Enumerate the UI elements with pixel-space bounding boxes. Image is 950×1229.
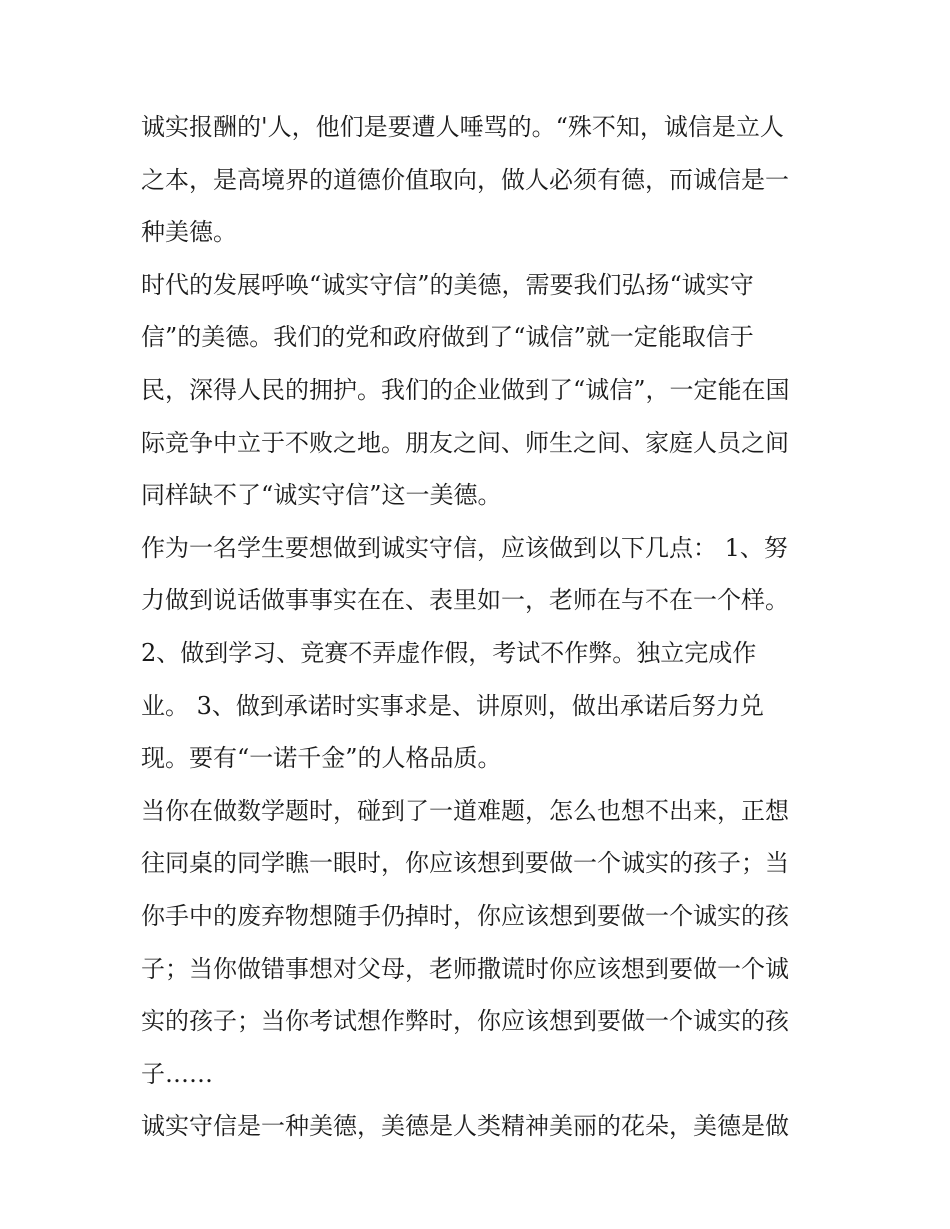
text-line: 实的孩子；当你考试想作弊时，你应该想到要做一个诚实的孩: [141, 1007, 789, 1036]
text-line: 时代的发展呼唤“诚实守信”的美德，需要我们弘扬“诚实守: [141, 270, 754, 299]
text-line: 往同桌的同学瞧一眼时，你应该想到要做一个诚实的孩子；当: [141, 849, 789, 878]
text-line: 民，深得人民的拥护。我们的企业做到了“诚信”，一定能在国: [141, 375, 790, 404]
text-line: 业。 3、做到承诺时实事求是、讲原则，做出承诺后努力兑: [141, 691, 764, 720]
text-line: 信”的美德。我们的党和政府做到了“诚信”就一定能取信于: [141, 323, 754, 352]
text-line: 之本，是高境界的道德价值取向，做人必须有德，而诚信是一: [141, 165, 789, 194]
text-line: 作为一名学生要想做到诚实守信，应该做到以下几点： 1、努: [141, 533, 788, 562]
text-line: 子；当你做错事想对父母，老师撒谎时你应该想到要做一个诚: [141, 954, 789, 983]
text-line: 诚实报酬的'人，他们是要遭人唾骂的。“殊不知，诚信是立人: [141, 113, 784, 141]
text-line: 2、做到学习、竞赛不弄虚作假，考试不作弊。独立完成作: [141, 638, 757, 667]
text-line: 力做到说话做事事实在在、表里如一，老师在与不在一个样。: [141, 586, 789, 615]
text-line: 同样缺不了“诚实守信”这一美德。: [141, 481, 502, 510]
text-line: 际竞争中立于不败之地。朋友之间、师生之间、家庭人员之间: [141, 428, 789, 457]
text-line: 现。要有“一诺千金”的人格品质。: [141, 744, 502, 773]
document-body: [141, 101, 821, 1153]
text-line: 你手中的废弃物想随手仍掉时，你应该想到要做一个诚实的孩: [141, 901, 789, 930]
text-line: 种美德。: [141, 218, 237, 247]
text-line: 诚实守信是一种美德，美德是人类精神美丽的花朵，美德是做: [141, 1112, 789, 1141]
text-line: 当你在做数学题时，碰到了一道难题，怎么也想不出来，正想: [141, 796, 789, 825]
text-line: 子……: [141, 1059, 213, 1088]
